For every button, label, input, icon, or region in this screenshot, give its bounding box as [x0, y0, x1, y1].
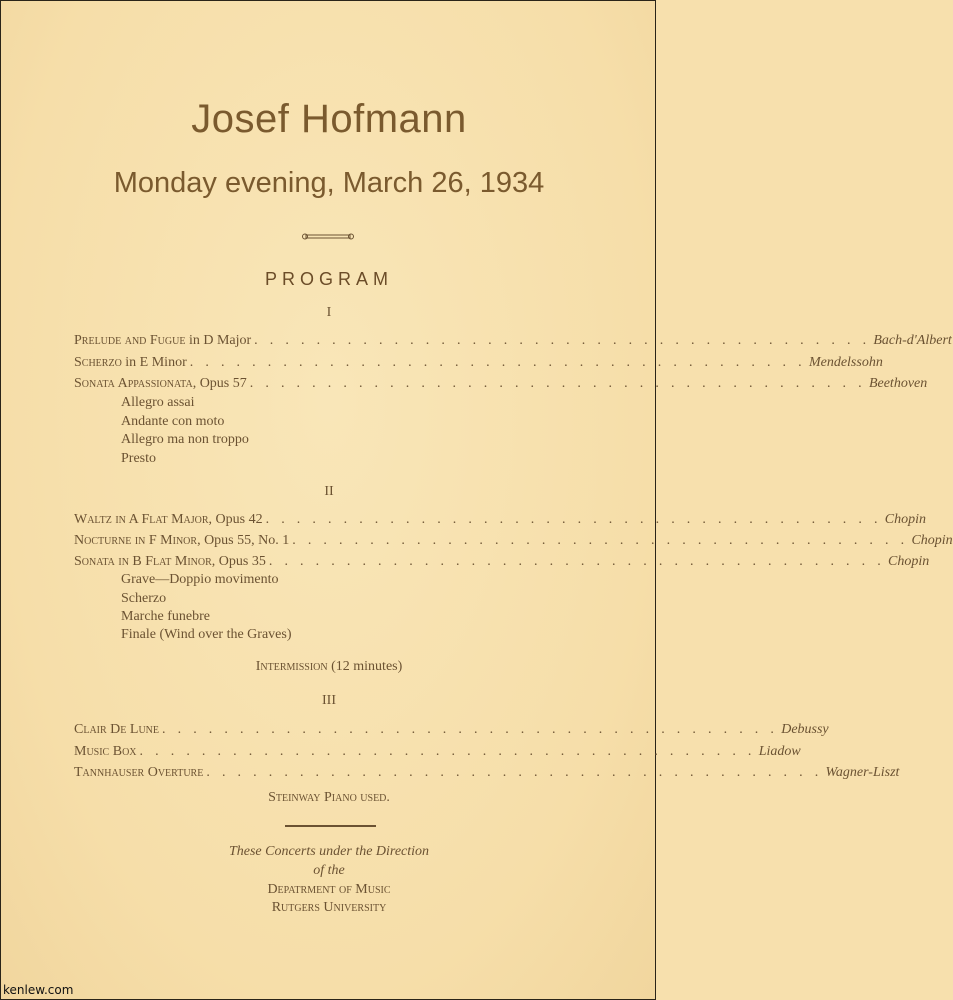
movement: Grave—Doppio movimento — [121, 572, 279, 587]
dot-leader: . . . . . . . . . . . . . . . . . . . . . . . . . . . . . . . . . . . . . . . . — [265, 512, 882, 527]
piece-title: Clair De Lune — [74, 722, 159, 737]
piece-title: Waltz in A Flat Major — [74, 512, 209, 527]
composer: Bach-d'Albert — [873, 333, 952, 348]
dot-leader: . . . . . . . . . . . . . . . . . . . . . . . . . . . . . . . . . . . . . . . . — [139, 744, 756, 759]
dot-leader: . . . . . . . . . . . . . . . . . . . . . . . . . . . . . . . . . . . . . . . . — [162, 722, 779, 737]
piece-title: Music Box — [74, 744, 137, 759]
divider — [285, 825, 376, 827]
dot-leader: . . . . . . . . . . . . . . . . . . . . . . . . . . . . . . . . . . . . . . . . — [254, 333, 871, 348]
composer: Beethoven — [868, 376, 928, 391]
piano-note: Steinway Piano used. — [268, 790, 390, 805]
concert-date: Monday evening, March 26, 1934 — [113, 167, 545, 199]
program-item — [74, 532, 953, 550]
piece-title: Nocturne in F Minor — [74, 533, 198, 548]
intermission-label: Intermission — [255, 659, 328, 674]
performer-title: Josef Hofmann — [191, 97, 467, 141]
movement: Allegro ma non troppo — [121, 432, 249, 447]
dot-leader: . . . . . . . . . . . . . . . . . . . . . . . . . . . . . . . . . . . . . . . . — [206, 765, 823, 780]
footer-direction: These Concerts under the Direction — [228, 844, 430, 859]
program-item — [74, 375, 928, 393]
intermission — [1, 659, 657, 675]
program-item — [74, 511, 927, 529]
piece-title: Tannhauser Overture — [74, 765, 204, 780]
movement: Finale (Wind over the Graves) — [121, 627, 292, 642]
piece-key: , Opus 57 — [192, 376, 247, 391]
piece-key: , Opus 35 — [211, 554, 266, 569]
intermission-duration: (12 minutes) — [327, 659, 403, 674]
dot-leader: . . . . . . . . . . . . . . . . . . . . . . . . . . . . . . . . . . . . . . . . — [249, 376, 866, 391]
piece-key: , Opus 55, No. 1 — [197, 533, 290, 548]
program-item — [74, 332, 952, 350]
program-item — [74, 553, 930, 571]
program-item — [74, 743, 801, 761]
program-item — [74, 764, 900, 782]
dot-leader: . . . . . . . . . . . . . . . . . . . . . . . . . . . . . . . . . . . . . . . . — [268, 554, 886, 569]
part-numeral: II — [324, 484, 334, 499]
composer: Chopin — [884, 512, 927, 527]
movement: Presto — [121, 451, 156, 466]
composer: Mendelssohn — [808, 355, 883, 370]
composer: Debussy — [781, 722, 829, 737]
watermark: kenlew.com — [3, 983, 74, 997]
composer: Chopin — [888, 554, 930, 569]
footer-department: Depatrment of Music — [267, 882, 391, 897]
piece-key: in D Major — [185, 333, 252, 348]
piece-title: Sonata in B Flat Minor — [74, 554, 212, 569]
piece-title: Sonata Appassionata — [74, 376, 193, 391]
movement: Allegro assai — [121, 395, 195, 410]
piece-title: Prelude and Fugue — [74, 333, 186, 348]
movement: Scherzo — [121, 591, 167, 606]
program-item — [74, 354, 883, 372]
program-item — [74, 721, 829, 739]
ornament-icon — [302, 233, 354, 240]
composer: Wagner-Liszt — [825, 765, 900, 780]
composer: Liadow — [758, 744, 801, 759]
composer: Chopin — [911, 533, 953, 548]
piece-title: Scherzo — [74, 355, 122, 370]
dot-leader: . . . . . . . . . . . . . . . . . . . . . . . . . . . . . . . . . . . . . . . . — [292, 533, 909, 548]
footer-of-the: of the — [313, 863, 345, 878]
part-numeral: I — [326, 305, 332, 320]
program-heading: PROGRAM — [264, 269, 393, 289]
movement: Andante con moto — [121, 414, 225, 429]
piece-key: , Opus 42 — [208, 512, 263, 527]
dot-leader: . . . . . . . . . . . . . . . . . . . . . . . . . . . . . . . . . . . . . . . . — [189, 355, 806, 370]
movement: Marche funebre — [121, 609, 211, 624]
part-numeral: III — [322, 693, 336, 708]
footer-university: Rutgers University — [271, 900, 387, 915]
piece-key: in E Minor — [121, 355, 187, 370]
